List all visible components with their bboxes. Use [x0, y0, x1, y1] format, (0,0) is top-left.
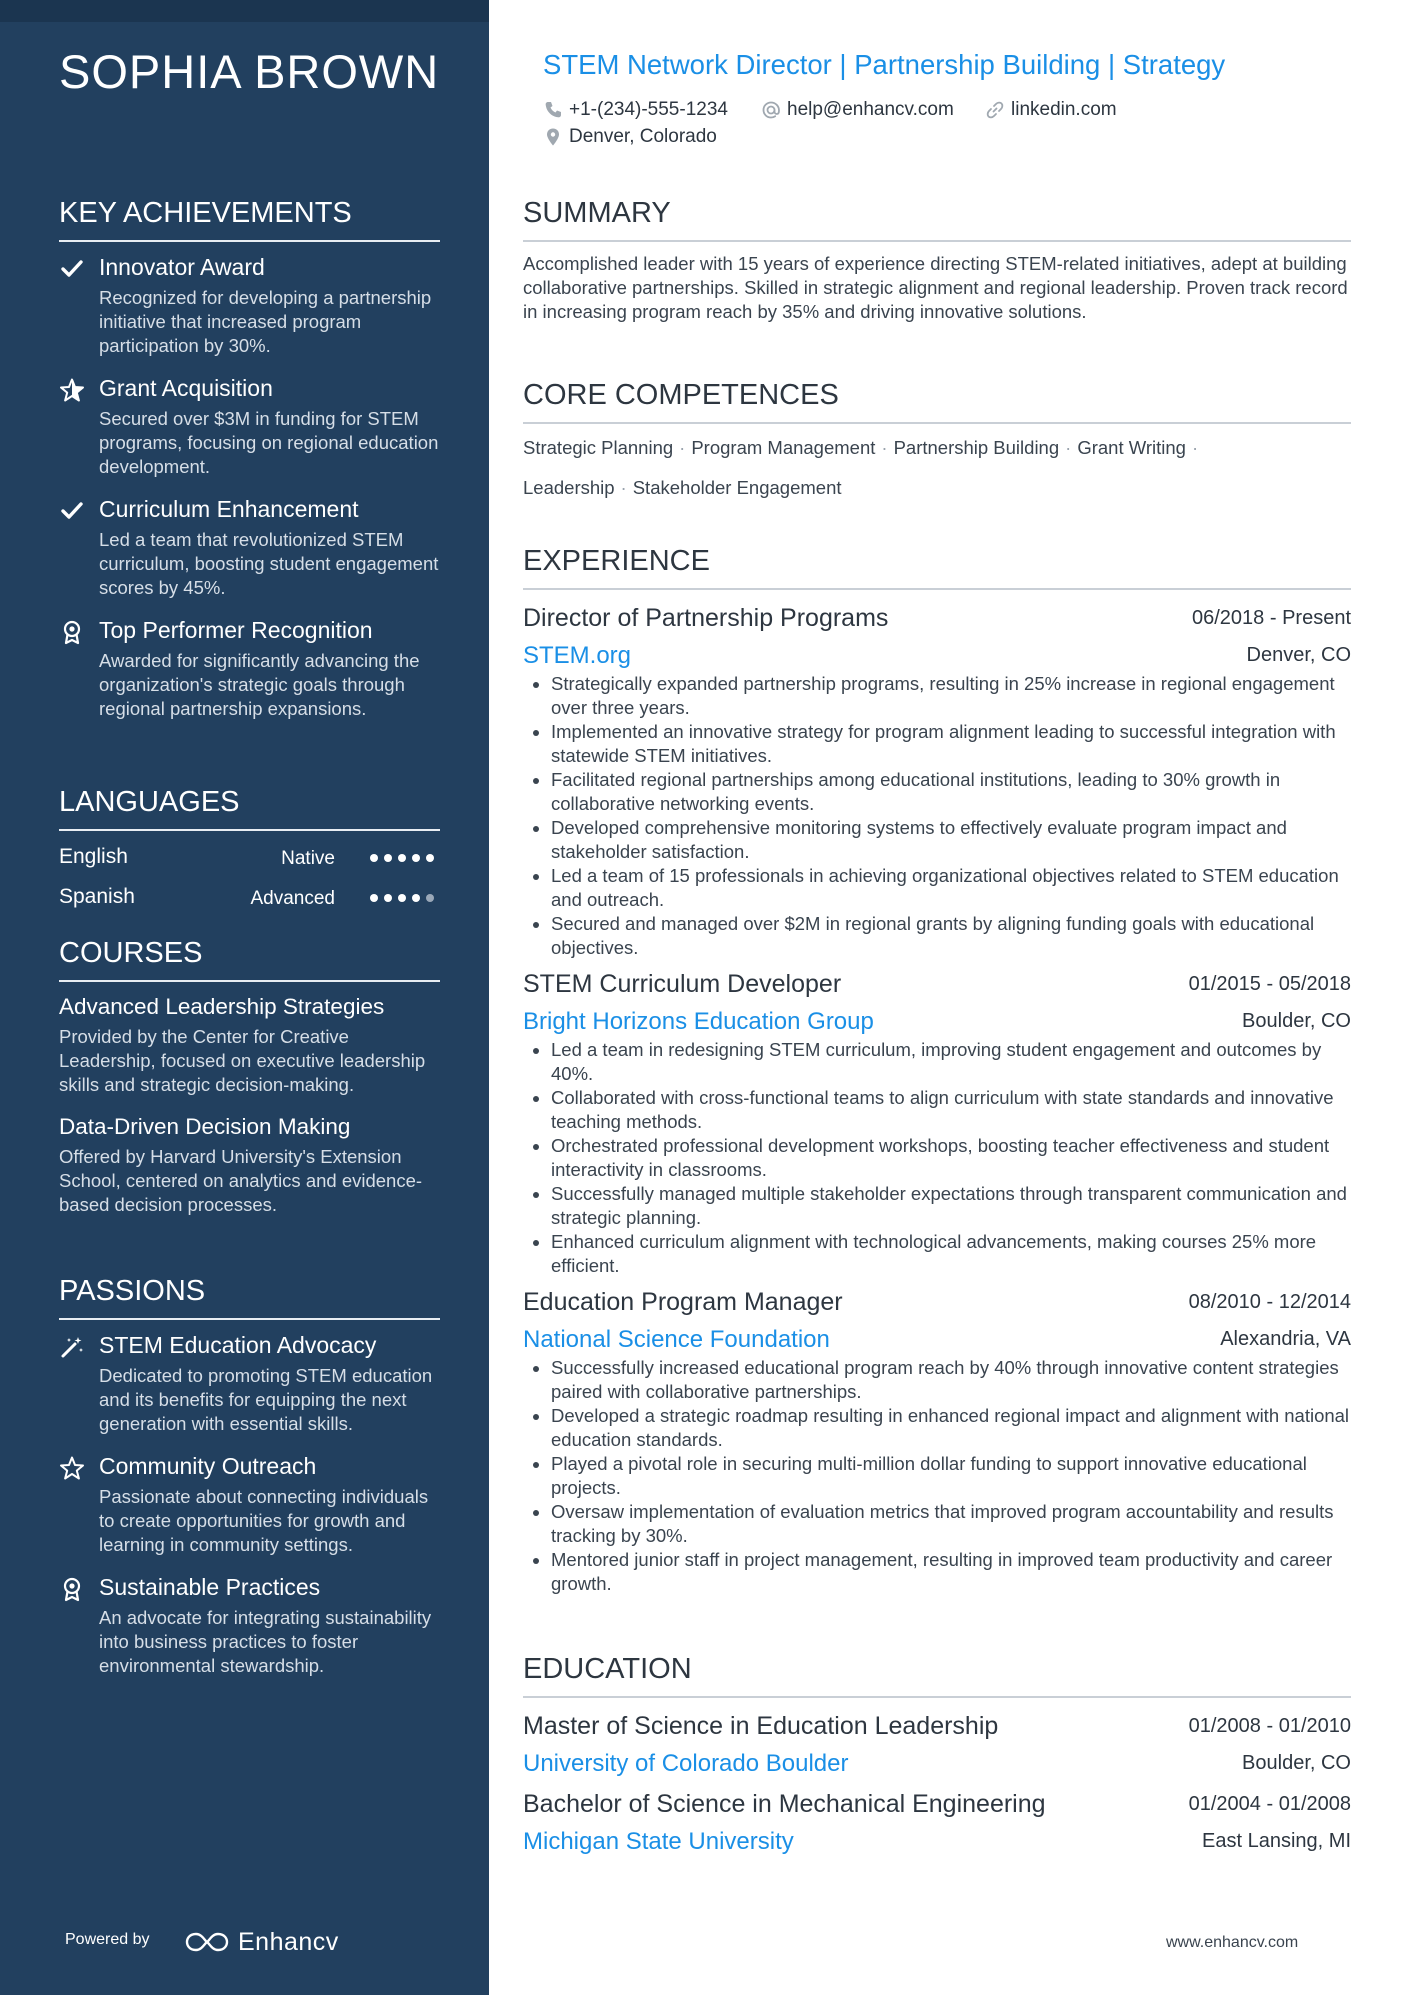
education-location: Boulder, CO: [1242, 1752, 1351, 1774]
separator: ·: [1191, 437, 1199, 458]
core-competences-section: [523, 379, 1351, 508]
language-row: [59, 881, 440, 921]
bullet-item: • Facilitated regional partnerships among educational institutions, leading to 30% growth in collaborative networking events.: [551, 768, 1351, 816]
course-title: Data-Driven Decision Making: [59, 1114, 351, 1139]
degree: Bachelor of Science in Mechanical Engineering: [523, 1790, 1046, 1818]
job-entry: [523, 1284, 1351, 1596]
section-title: EXPERIENCE: [523, 545, 1351, 590]
section-title: KEY ACHIEVEMENTS: [59, 197, 440, 242]
course-title: Advanced Leadership Strategies: [59, 994, 385, 1019]
bullet-item: • Successfully increased educational program reach by 40% through innovative content strategies paired with collaborative partnerships.: [551, 1356, 1351, 1404]
achievement-title: Top Performer Recognition: [99, 617, 373, 643]
achievement-item: [59, 615, 440, 721]
degree: Master of Science in Education Leadership: [523, 1712, 999, 1740]
phone-icon: [543, 100, 563, 120]
company-name: National Science Foundation: [523, 1326, 830, 1353]
skill-item: Leadership: [523, 477, 615, 498]
experience-section: [523, 545, 1351, 1602]
job-location: Boulder, CO: [1242, 1010, 1351, 1032]
headline: STEM Network Director | Partnership Building | Strategy: [543, 49, 1226, 80]
skills-list: [523, 428, 1351, 508]
achievement-item: [59, 494, 440, 600]
achievement-desc: Awarded for significantly advancing the organization's strategic goals through regional partnership expansions.: [99, 650, 420, 719]
language-row: [59, 841, 440, 881]
achievement-title: Curriculum Enhancement: [99, 496, 359, 522]
proficiency-dot-filled: [412, 854, 420, 862]
sidebar: [0, 0, 489, 1995]
education-location: East Lansing, MI: [1202, 1830, 1351, 1852]
at-sign-icon: [761, 100, 781, 120]
courses-section: [59, 937, 440, 1232]
section-title: CORE COMPETENCES: [523, 379, 1351, 424]
passion-desc: Passionate about connecting individuals to create opportunities for growth and learning in community settings.: [99, 1486, 429, 1555]
section-title: COURSES: [59, 937, 440, 982]
languages-section: [59, 786, 440, 921]
proficiency-dot-filled: [384, 894, 392, 902]
school-name: University of Colorado Boulder: [523, 1750, 849, 1777]
education-entry: [523, 1786, 1351, 1858]
bullet-item: • Orchestrated professional development workshops, boosting teacher effectiveness and student interactivity in classrooms.: [551, 1134, 1351, 1182]
bullet-item: • Led a team in redesigning STEM curriculum, improving student engagement and outcomes by 40%.: [551, 1038, 1351, 1086]
award-icon: [59, 1576, 85, 1602]
language-level: Advanced: [250, 888, 335, 909]
star-icon: [59, 377, 85, 403]
star-outline-icon: [59, 1455, 85, 1481]
education-date: 01/2004 - 01/2008: [1188, 1793, 1351, 1815]
section-title: SUMMARY: [523, 197, 1351, 242]
bullet-item: • Enhanced curriculum alignment with technological advancements, making courses 25% more efficient.: [551, 1230, 1351, 1278]
passion-item: [59, 1451, 440, 1557]
job-entry: [523, 966, 1351, 1278]
course-item: [59, 1112, 440, 1217]
magic-wand-icon: [59, 1334, 85, 1360]
bullet-item: • Secured and managed over $2M in regional grants by aligning funding goals with educational objectives.: [551, 912, 1351, 960]
section-title: EDUCATION: [523, 1653, 1351, 1698]
education-entry: [523, 1708, 1351, 1780]
language-name: Spanish: [59, 885, 135, 908]
achievement-title: Grant Acquisition: [99, 375, 273, 401]
job-title: STEM Curriculum Developer: [523, 970, 842, 998]
bullet-item: • Mentored junior staff in project management, resulting in improved team productivity and career growth.: [551, 1548, 1351, 1596]
education-subheader: [523, 1824, 1351, 1858]
education-header: [523, 1708, 1351, 1746]
passion-title: Sustainable Practices: [99, 1574, 321, 1600]
link-icon: [985, 100, 1005, 120]
bullet-item: • Successfully managed multiple stakeholder expectations through transparent communication and strategic planning.: [551, 1182, 1351, 1230]
phone-contact: [543, 99, 728, 121]
bullet-item: • Oversaw implementation of evaluation metrics that improved program accountability and results tracking by 30%.: [551, 1500, 1351, 1548]
email-contact[interactable]: [761, 99, 954, 121]
separator: ·: [679, 437, 686, 458]
key-achievements-section: [59, 197, 440, 736]
check-icon: [59, 498, 85, 524]
achievement-item: [59, 252, 440, 358]
job-location: Alexandria, VA: [1220, 1328, 1351, 1350]
summary-section: [523, 197, 1351, 324]
section-title: PASSIONS: [59, 1275, 440, 1320]
bullet-item: • Implemented an innovative strategy for program alignment leading to successful integration with statewide STEM initiatives.: [551, 720, 1351, 768]
bullet-item: • Played a pivotal role in securing multi-million dollar funding to support innovative educational projects.: [551, 1452, 1351, 1500]
separator: ·: [620, 477, 627, 498]
job-entry: [523, 600, 1351, 960]
proficiency-dots: [364, 849, 440, 863]
proficiency-dots: [364, 889, 440, 903]
language-name: English: [59, 845, 128, 868]
education-header: [523, 1786, 1351, 1824]
proficiency-dot-filled: [370, 854, 378, 862]
location-contact: [543, 126, 717, 148]
summary-text: Accomplished leader with 15 years of experience directing STEM-related initiatives, adept at building collaborative partnerships. Skilled in strategic alignment and regional leadership. Proven track record in increasing program reach by 35% and driving innovative solutions.: [523, 253, 1348, 322]
proficiency-dot-filled: [398, 894, 406, 902]
proficiency-dot-filled: [426, 854, 434, 862]
job-title: Director of Partnership Programs: [523, 604, 889, 632]
passion-item: [59, 1572, 440, 1678]
phone-number: +1-(234)-555-1234: [569, 99, 728, 120]
proficiency-dot-filled: [384, 854, 392, 862]
achievement-desc: Recognized for developing a partnership initiative that increased program participation by 30%.: [99, 287, 432, 356]
job-bullets: [523, 1356, 1351, 1596]
proficiency-dot-filled: [370, 894, 378, 902]
passions-section: [59, 1275, 440, 1693]
job-subheader: [523, 1322, 1351, 1356]
passion-desc: Dedicated to promoting STEM education and its benefits for equipping the next generation with essential skills.: [99, 1365, 433, 1434]
achievement-title: Innovator Award: [99, 254, 265, 280]
school-name: Michigan State University: [523, 1828, 794, 1855]
location-pin-icon: [543, 127, 563, 147]
skill-item: Program Management: [691, 437, 876, 458]
job-location: Denver, CO: [1246, 644, 1351, 666]
brand-name: Enhancv: [238, 1927, 339, 1956]
passion-title: Community Outreach: [99, 1453, 317, 1479]
section-title: LANGUAGES: [59, 786, 440, 831]
separator: ·: [881, 437, 888, 458]
job-header: [523, 1284, 1351, 1322]
course-desc: Provided by the Center for Creative Leadership, focused on executive leadership skills and strategic decision-making.: [59, 1026, 426, 1095]
job-header: [523, 966, 1351, 1004]
skill-item: Partnership Building: [893, 437, 1060, 458]
enhancv-logo[interactable]: [184, 1925, 339, 1959]
sidebar-top-strip: [0, 0, 489, 22]
job-subheader: [523, 638, 1351, 672]
check-icon: [59, 256, 85, 282]
education-subheader: [523, 1746, 1351, 1780]
job-bullets: [523, 1038, 1351, 1278]
award-icon: [59, 619, 85, 645]
education-date: 01/2008 - 01/2010: [1188, 1715, 1351, 1737]
course-item: [59, 992, 440, 1097]
job-subheader: [523, 1004, 1351, 1038]
job-date: 01/2015 - 05/2018: [1188, 973, 1351, 995]
achievement-item: [59, 373, 440, 479]
language-level: Native: [281, 848, 335, 869]
candidate-name: SOPHIA BROWN: [59, 45, 440, 98]
bullet-item: • Collaborated with cross-functional teams to align curriculum with state standards and innovative teaching methods.: [551, 1086, 1351, 1134]
job-title: Education Program Manager: [523, 1288, 843, 1316]
company-name: STEM.org: [523, 642, 632, 669]
bullet-item: • Led a team of 15 professionals in achieving organizational objectives related to STEM education and outreach.: [551, 864, 1351, 912]
course-desc: Offered by Harvard University's Extension School, centered on analytics and evidence-based decision processes.: [59, 1146, 423, 1215]
link-contact[interactable]: [985, 99, 1117, 121]
passion-item: [59, 1330, 440, 1436]
passion-title: STEM Education Advocacy: [99, 1332, 377, 1358]
email-address: help@enhancv.com: [787, 99, 954, 120]
job-date: 08/2010 - 12/2014: [1188, 1291, 1351, 1313]
bullet-item: • Developed comprehensive monitoring systems to effectively evaluate program impact and stakeholder satisfaction.: [551, 816, 1351, 864]
proficiency-dot-empty: [426, 894, 434, 902]
proficiency-dot-filled: [412, 894, 420, 902]
infinity-logo-icon: [184, 1930, 230, 1954]
job-date: 06/2018 - Present: [1192, 607, 1351, 629]
bullet-item: • Strategically expanded partnership programs, resulting in 25% increase in regional engagement over three years.: [551, 672, 1351, 720]
bullet-item: • Developed a strategic roadmap resulting in enhanced regional impact and alignment with national education standards.: [551, 1404, 1351, 1452]
website-link[interactable]: www.enhancv.com: [1166, 1934, 1299, 1951]
separator: ·: [1065, 437, 1072, 458]
powered-by-label: Powered by: [65, 1931, 150, 1948]
job-header: [523, 600, 1351, 638]
profile-link: linkedin.com: [1011, 99, 1117, 120]
company-name: Bright Horizons Education Group: [523, 1008, 874, 1035]
achievement-desc: Led a team that revolutionized STEM curriculum, boosting student engagement scores by 45%.: [99, 529, 439, 598]
passion-desc: An advocate for integrating sustainability into business practices to foster environmental stewardship.: [99, 1607, 432, 1676]
education-section: [523, 1653, 1351, 1864]
location: Denver, Colorado: [569, 126, 717, 147]
skill-item: Stakeholder Engagement: [632, 477, 842, 498]
skill-item: Strategic Planning: [523, 437, 674, 458]
job-bullets: [523, 672, 1351, 960]
achievement-desc: Secured over $3M in funding for STEM programs, focusing on regional education development.: [99, 408, 439, 477]
proficiency-dot-filled: [398, 854, 406, 862]
skill-item: Grant Writing: [1077, 437, 1186, 458]
